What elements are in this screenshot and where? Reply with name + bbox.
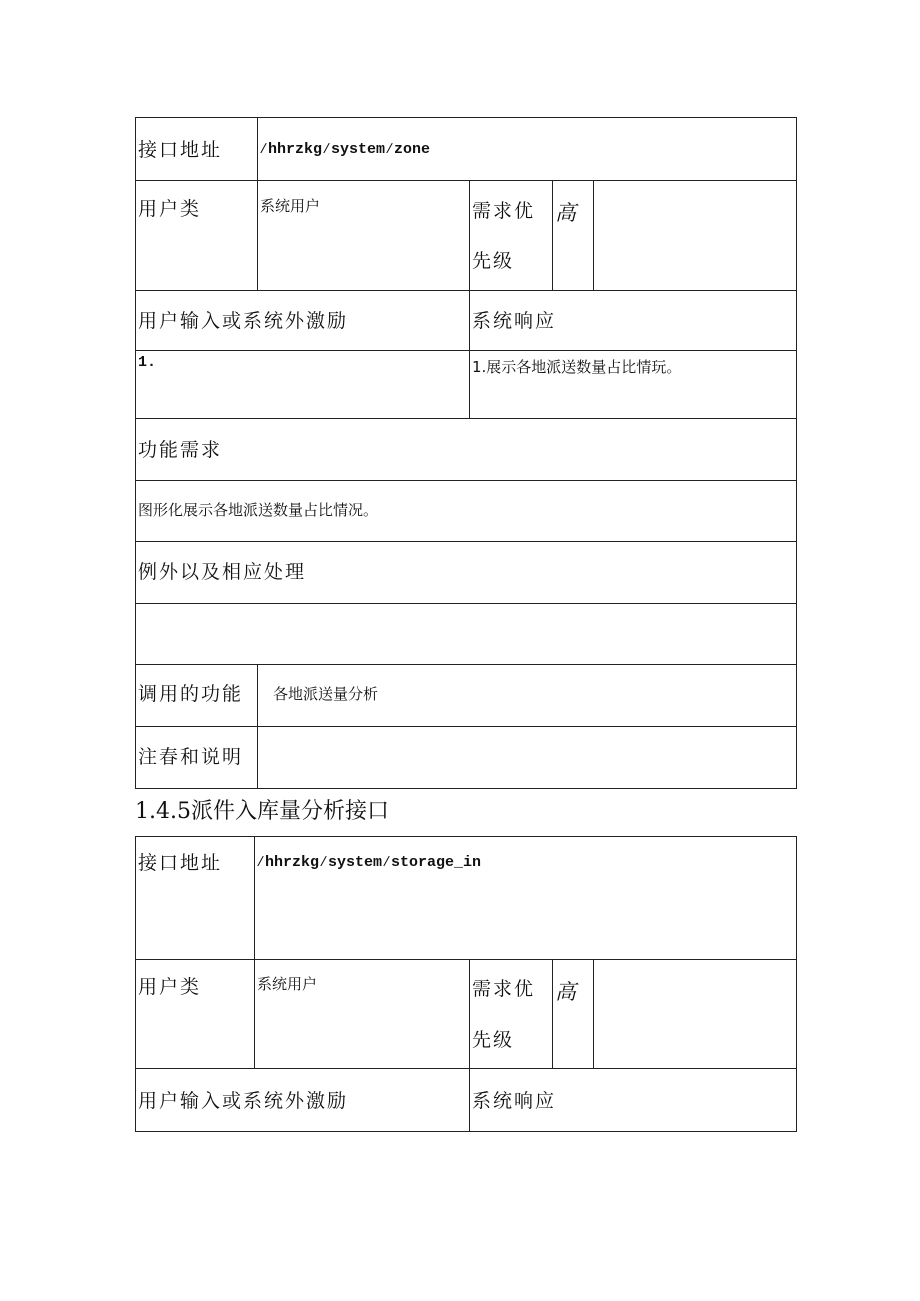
priority-value: 高 xyxy=(555,201,576,225)
functional-requirement-value: 图形化展示各地派送数量占比情况。 xyxy=(138,501,379,519)
api-address-value: ∕hhrzkg∕system∕storage_in xyxy=(256,854,482,871)
user-input-label: 用户输入或系统外激励 xyxy=(138,310,349,332)
api-address-value: ∕hhrzkg∕system∕zone xyxy=(259,141,431,158)
priority-label: 需求优 xyxy=(472,978,536,1000)
user-class-label: 用户类 xyxy=(138,198,202,220)
system-response-label: 系统响应 xyxy=(472,310,557,332)
exception-handling-label: 例外以及相应处理 xyxy=(138,561,307,583)
user-class-value: 系统用户 xyxy=(257,975,318,993)
called-function-value: 各地派送量分析 xyxy=(273,685,379,703)
user-input-item: 1. xyxy=(138,354,157,371)
user-input-label: 用户输入或系统外激励 xyxy=(138,1090,349,1112)
priority-label-line2: 先级 xyxy=(472,1029,515,1051)
priority-value: 高 xyxy=(555,980,576,1004)
system-response-label: 系统响应 xyxy=(472,1090,557,1112)
api-address-label: 接口地址 xyxy=(138,852,223,874)
functional-requirement-label: 功能需求 xyxy=(138,439,223,461)
api-address-label: 接口地址 xyxy=(138,139,223,161)
notes-label: 注春和说明 xyxy=(138,746,244,768)
called-function-label: 调用的功能 xyxy=(138,683,244,705)
priority-label-line2: 先级 xyxy=(472,250,515,272)
system-response-item: 1.展示各地派送数量占比情玩。 xyxy=(472,358,682,376)
priority-label: 需求优 xyxy=(472,200,536,222)
section-heading: 1.4.5派件入库量分析接口 xyxy=(135,799,389,824)
user-class-value: 系统用户 xyxy=(260,197,321,215)
user-class-label: 用户类 xyxy=(138,976,202,998)
interface-table-storage-in xyxy=(135,836,797,1132)
interface-table-zone xyxy=(135,117,797,789)
